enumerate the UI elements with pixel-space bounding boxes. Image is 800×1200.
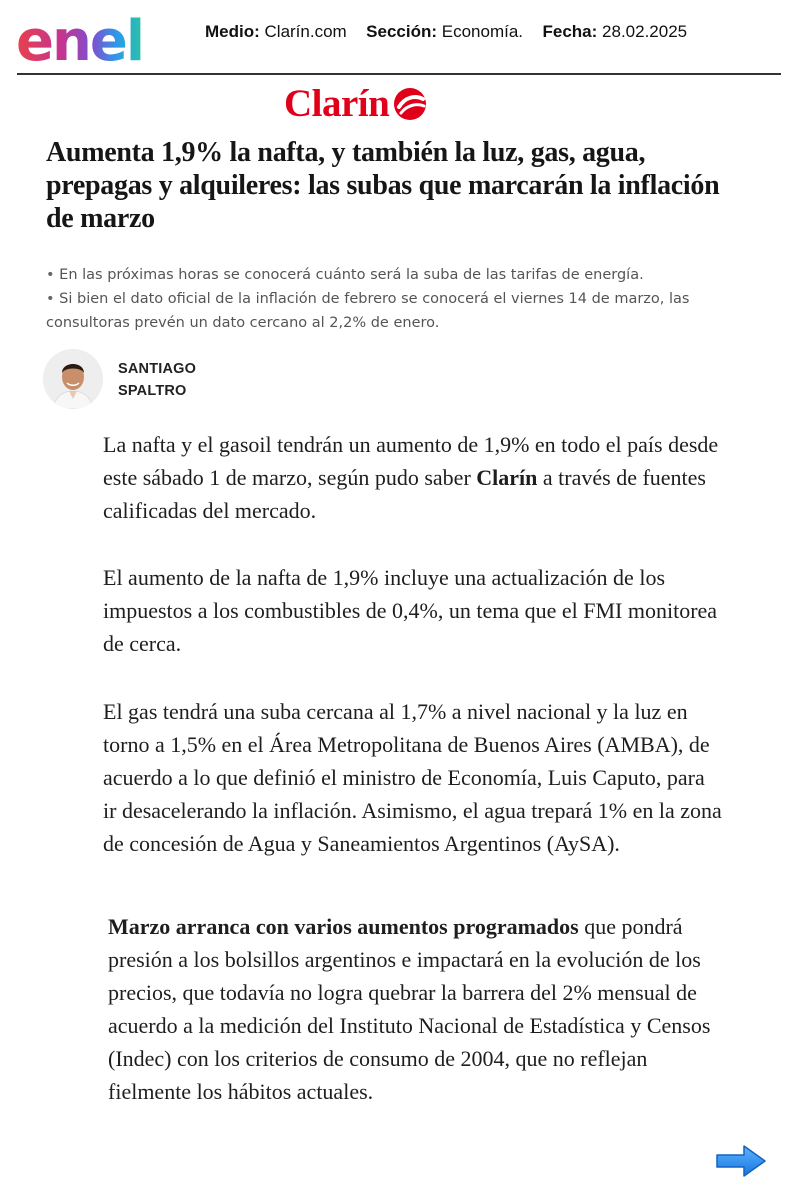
clarin-logo bbox=[284, 82, 427, 126]
body-paragraph-3: El gas tendrá una suba cercana al 1,7% a nivel nacional y la luz en torno a 1,5% en el Área Metropolitana de Buenos Aires (AMBA), de acuerdo a lo que definió el ministro de Economía, Luis Caputo, para ir desacelerando la inflación. Asimismo, el agua trepará 1% en la zona de concesión de Agua y Saneamientos Argentinos (AySA). bbox=[103, 699, 722, 856]
author-name[interactable] bbox=[118, 358, 196, 402]
header-divider bbox=[17, 73, 781, 75]
article-summary bbox=[46, 263, 746, 335]
article-headline: Aumenta 1,9% la nafta, y también la luz, gas, agua, prepagas y alquileres: las subas que marcarán la inflación de marzo bbox=[46, 137, 720, 234]
p4-bold: Marzo arranca con varios aumentos programados bbox=[108, 914, 579, 939]
p4-text: que pondrá presión a los bolsillos argentinos e impactará en la evolución de los precios, que todavía no logra quebrar la barrera del 2% mensual de acuerdo a la medición del Instituto Nacional de Estadística y Censos (Indec) con los criterios de consumo de 2004, que no reflejan fielmente los hábitos actuales. bbox=[108, 914, 711, 1104]
clarin-wordmark: Clarín bbox=[284, 82, 390, 125]
author-last-name: SPALTRO bbox=[118, 383, 187, 399]
medio-value: Clarín.com bbox=[264, 22, 347, 41]
seccion-value: Economía. bbox=[441, 22, 524, 41]
fecha-label: Fecha: bbox=[542, 22, 598, 41]
author-first-name: SANTIAGO bbox=[118, 361, 197, 377]
p1-text: La nafta y el gasoil tendrán un aumento de 1,9% en todo el país desde este sábado 1 de marzo, según pudo saber bbox=[103, 432, 719, 490]
enel-logo bbox=[16, 8, 172, 70]
body-paragraph-4 bbox=[108, 910, 718, 1108]
medio-label: Medio: bbox=[205, 22, 260, 41]
p1-text-end: a través de fuentes calificadas del mercado. bbox=[103, 465, 706, 523]
seccion-label: Sección: bbox=[366, 22, 438, 41]
header-meta bbox=[205, 22, 687, 42]
summary-item: • Si bien el dato oficial de la inflación de febrero se conocerá el viernes 14 de marzo, las consultoras prevén un dato cercano al 2,2% de enero. bbox=[46, 287, 746, 335]
clarin-mark-icon bbox=[393, 87, 427, 121]
body-paragraph-1 bbox=[103, 428, 723, 527]
body-paragraph-2: El aumento de la nafta de 1,9% incluye una actualización de los impuestos a los combustibles de 0,4%, un tema que el FMI monitorea de cerca. bbox=[103, 565, 718, 656]
p1-bold: Clarín bbox=[476, 465, 538, 490]
author-photo-icon bbox=[43, 349, 103, 409]
author-avatar bbox=[43, 349, 103, 409]
summary-item: • En las próximas horas se conocerá cuánto será la suba de las tarifas de energía. bbox=[46, 263, 746, 287]
svg-text:enel: enel bbox=[16, 9, 144, 70]
fecha-value: 28.02.2025 bbox=[602, 22, 688, 41]
next-page-arrow-icon[interactable] bbox=[714, 1143, 768, 1179]
